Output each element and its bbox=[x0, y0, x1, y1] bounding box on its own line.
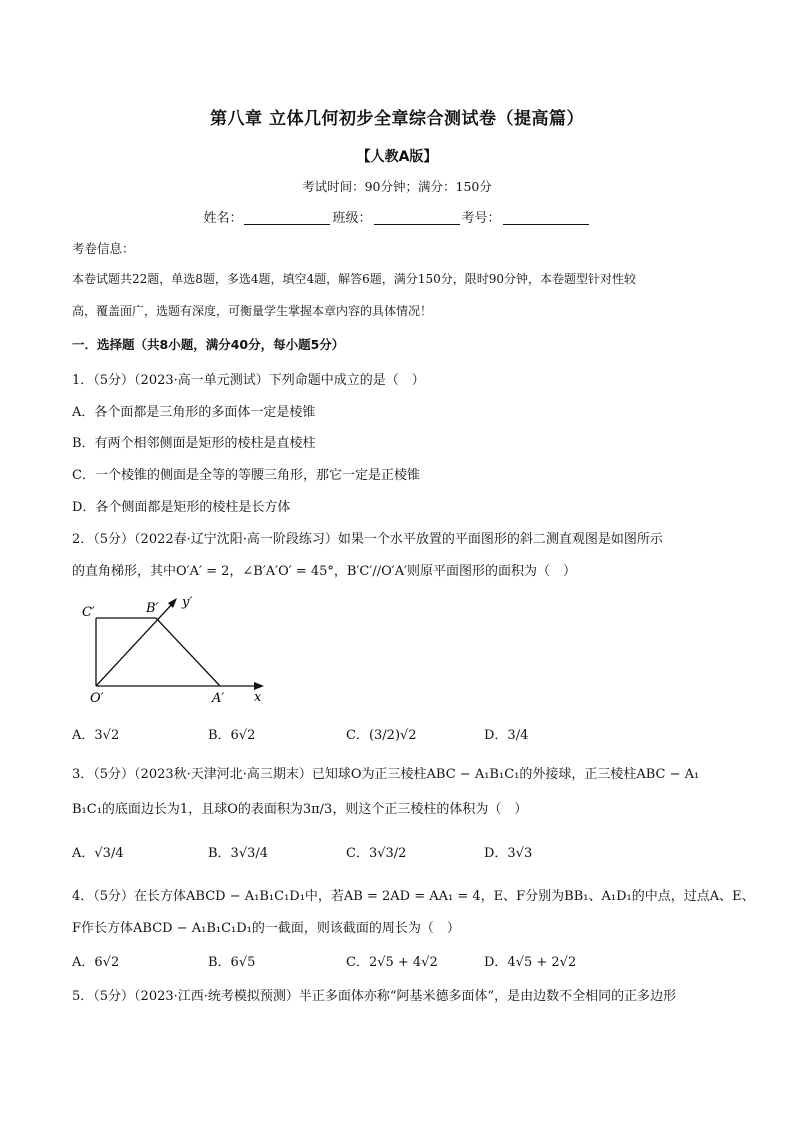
label-a: A′ bbox=[212, 691, 225, 702]
exam-time: 考试时间：90分钟；满分：150分 bbox=[302, 179, 492, 194]
name-blank[interactable] bbox=[244, 210, 330, 225]
q3-option-a: A．√3/4 bbox=[72, 846, 124, 861]
class-label: 班级： bbox=[332, 211, 372, 226]
q2-option-b: B．6√2 bbox=[208, 728, 256, 743]
q5-line-1: 5．（5分）（2023·江西·统考模拟预测）半正多面体亦称“阿基米德多面体”，是由边数不全相同的正多边形 bbox=[72, 989, 677, 1004]
q4-option-b: B．6√5 bbox=[208, 955, 256, 970]
info-line-2: 高，覆盖面广，选题有深度，可衡量学生掌握本章内容的具体情况！ bbox=[72, 304, 433, 318]
q4-line-1: 4．（5分）在长方体ABCD − A₁B₁C₁D₁中，若AB = 2AD = AA₁ = 4，E、F分别为BB₁、A₁D₁的中点，过点A、E、 bbox=[72, 889, 755, 904]
q1-option-c: C．一个棱锥的侧面是全等的等腰三角形，那它一定是正棱锥 bbox=[72, 468, 420, 483]
page-title: 第八章 立体几何初步全章综合测试卷（提高篇） bbox=[210, 109, 584, 129]
q4-line-2: F作长方体ABCD − A₁B₁C₁D₁的一截面，则该截面的周长为（ ） bbox=[72, 921, 460, 936]
q2-option-d: D．3/4 bbox=[484, 728, 529, 743]
trapezoid-figure bbox=[78, 590, 278, 702]
x-axis-arrow-icon bbox=[254, 682, 264, 690]
label-b: B′ bbox=[146, 601, 159, 616]
label-y: y′ bbox=[182, 595, 193, 610]
edition-label: 【人教A版】 bbox=[356, 149, 438, 165]
label-c: C′ bbox=[82, 605, 95, 620]
q3-option-c: C．3√3/2 bbox=[346, 846, 407, 861]
q3-line-2: B₁C₁的底面边长为1，且球O的表面积为3π/3，则这个正三棱柱的体积为（ ） bbox=[72, 802, 528, 817]
q1-option-d: D．各个侧面都是矩形的棱柱是长方体 bbox=[72, 500, 291, 515]
q1-option-b: B．有两个相邻侧面是矩形的棱柱是直棱柱 bbox=[72, 436, 316, 451]
q2-option-a: A．3√2 bbox=[72, 728, 120, 743]
info-line-1: 本卷试题共22题，单选8题，多选4题，填空4题，解答6题，满分150分，限时90分钟，本卷题型针对性较 bbox=[72, 272, 636, 286]
q3-option-b: B．3√3/4 bbox=[208, 846, 269, 861]
q2-option-c: C．(3/2)√2 bbox=[346, 728, 417, 743]
q3-option-d: D．3√3 bbox=[484, 846, 533, 861]
q4-option-d: D．4√5 + 2√2 bbox=[484, 955, 577, 970]
q4-option-c: C．2√5 + 4√2 bbox=[346, 955, 438, 970]
edge-b-a bbox=[156, 618, 220, 686]
q2-line-1: 2．（5分）（2022春·辽宁沈阳·高一阶段练习）如果一个水平放置的平面图形的斜二测直观图是如图所示 bbox=[72, 532, 663, 547]
q1-stem: 1．（5分）（2023·高一单元测试）下列命题中成立的是（ ） bbox=[72, 373, 425, 388]
section-heading: 一．选择题（共8小题，满分40分，每小题5分） bbox=[72, 337, 345, 352]
student-fields bbox=[0, 207, 794, 226]
y-axis bbox=[96, 602, 174, 686]
class-blank[interactable] bbox=[374, 210, 460, 225]
q2-line-2: 的直角梯形，其中O′A′ = 2，∠B′A′O′ = 45°，B′C′//O′A′则原平面图形的面积为（ ） bbox=[72, 564, 577, 579]
q4-option-a: A．6√2 bbox=[72, 955, 120, 970]
q1-option-a: A．各个面都是三角形的多面体一定是棱锥 bbox=[72, 405, 316, 420]
number-blank[interactable] bbox=[503, 210, 589, 225]
label-x: x bbox=[254, 690, 262, 702]
q3-line-1: 3．（5分）（2023秋·天津河北·高三期末）已知球O为正三棱柱ABC − A₁B₁C₁的外接球，正三棱柱ABC − A₁ bbox=[72, 767, 700, 782]
number-label: 考号： bbox=[461, 211, 501, 226]
name-label: 姓名： bbox=[203, 211, 243, 226]
label-o: O′ bbox=[90, 691, 104, 702]
info-heading: 考卷信息： bbox=[72, 241, 135, 256]
